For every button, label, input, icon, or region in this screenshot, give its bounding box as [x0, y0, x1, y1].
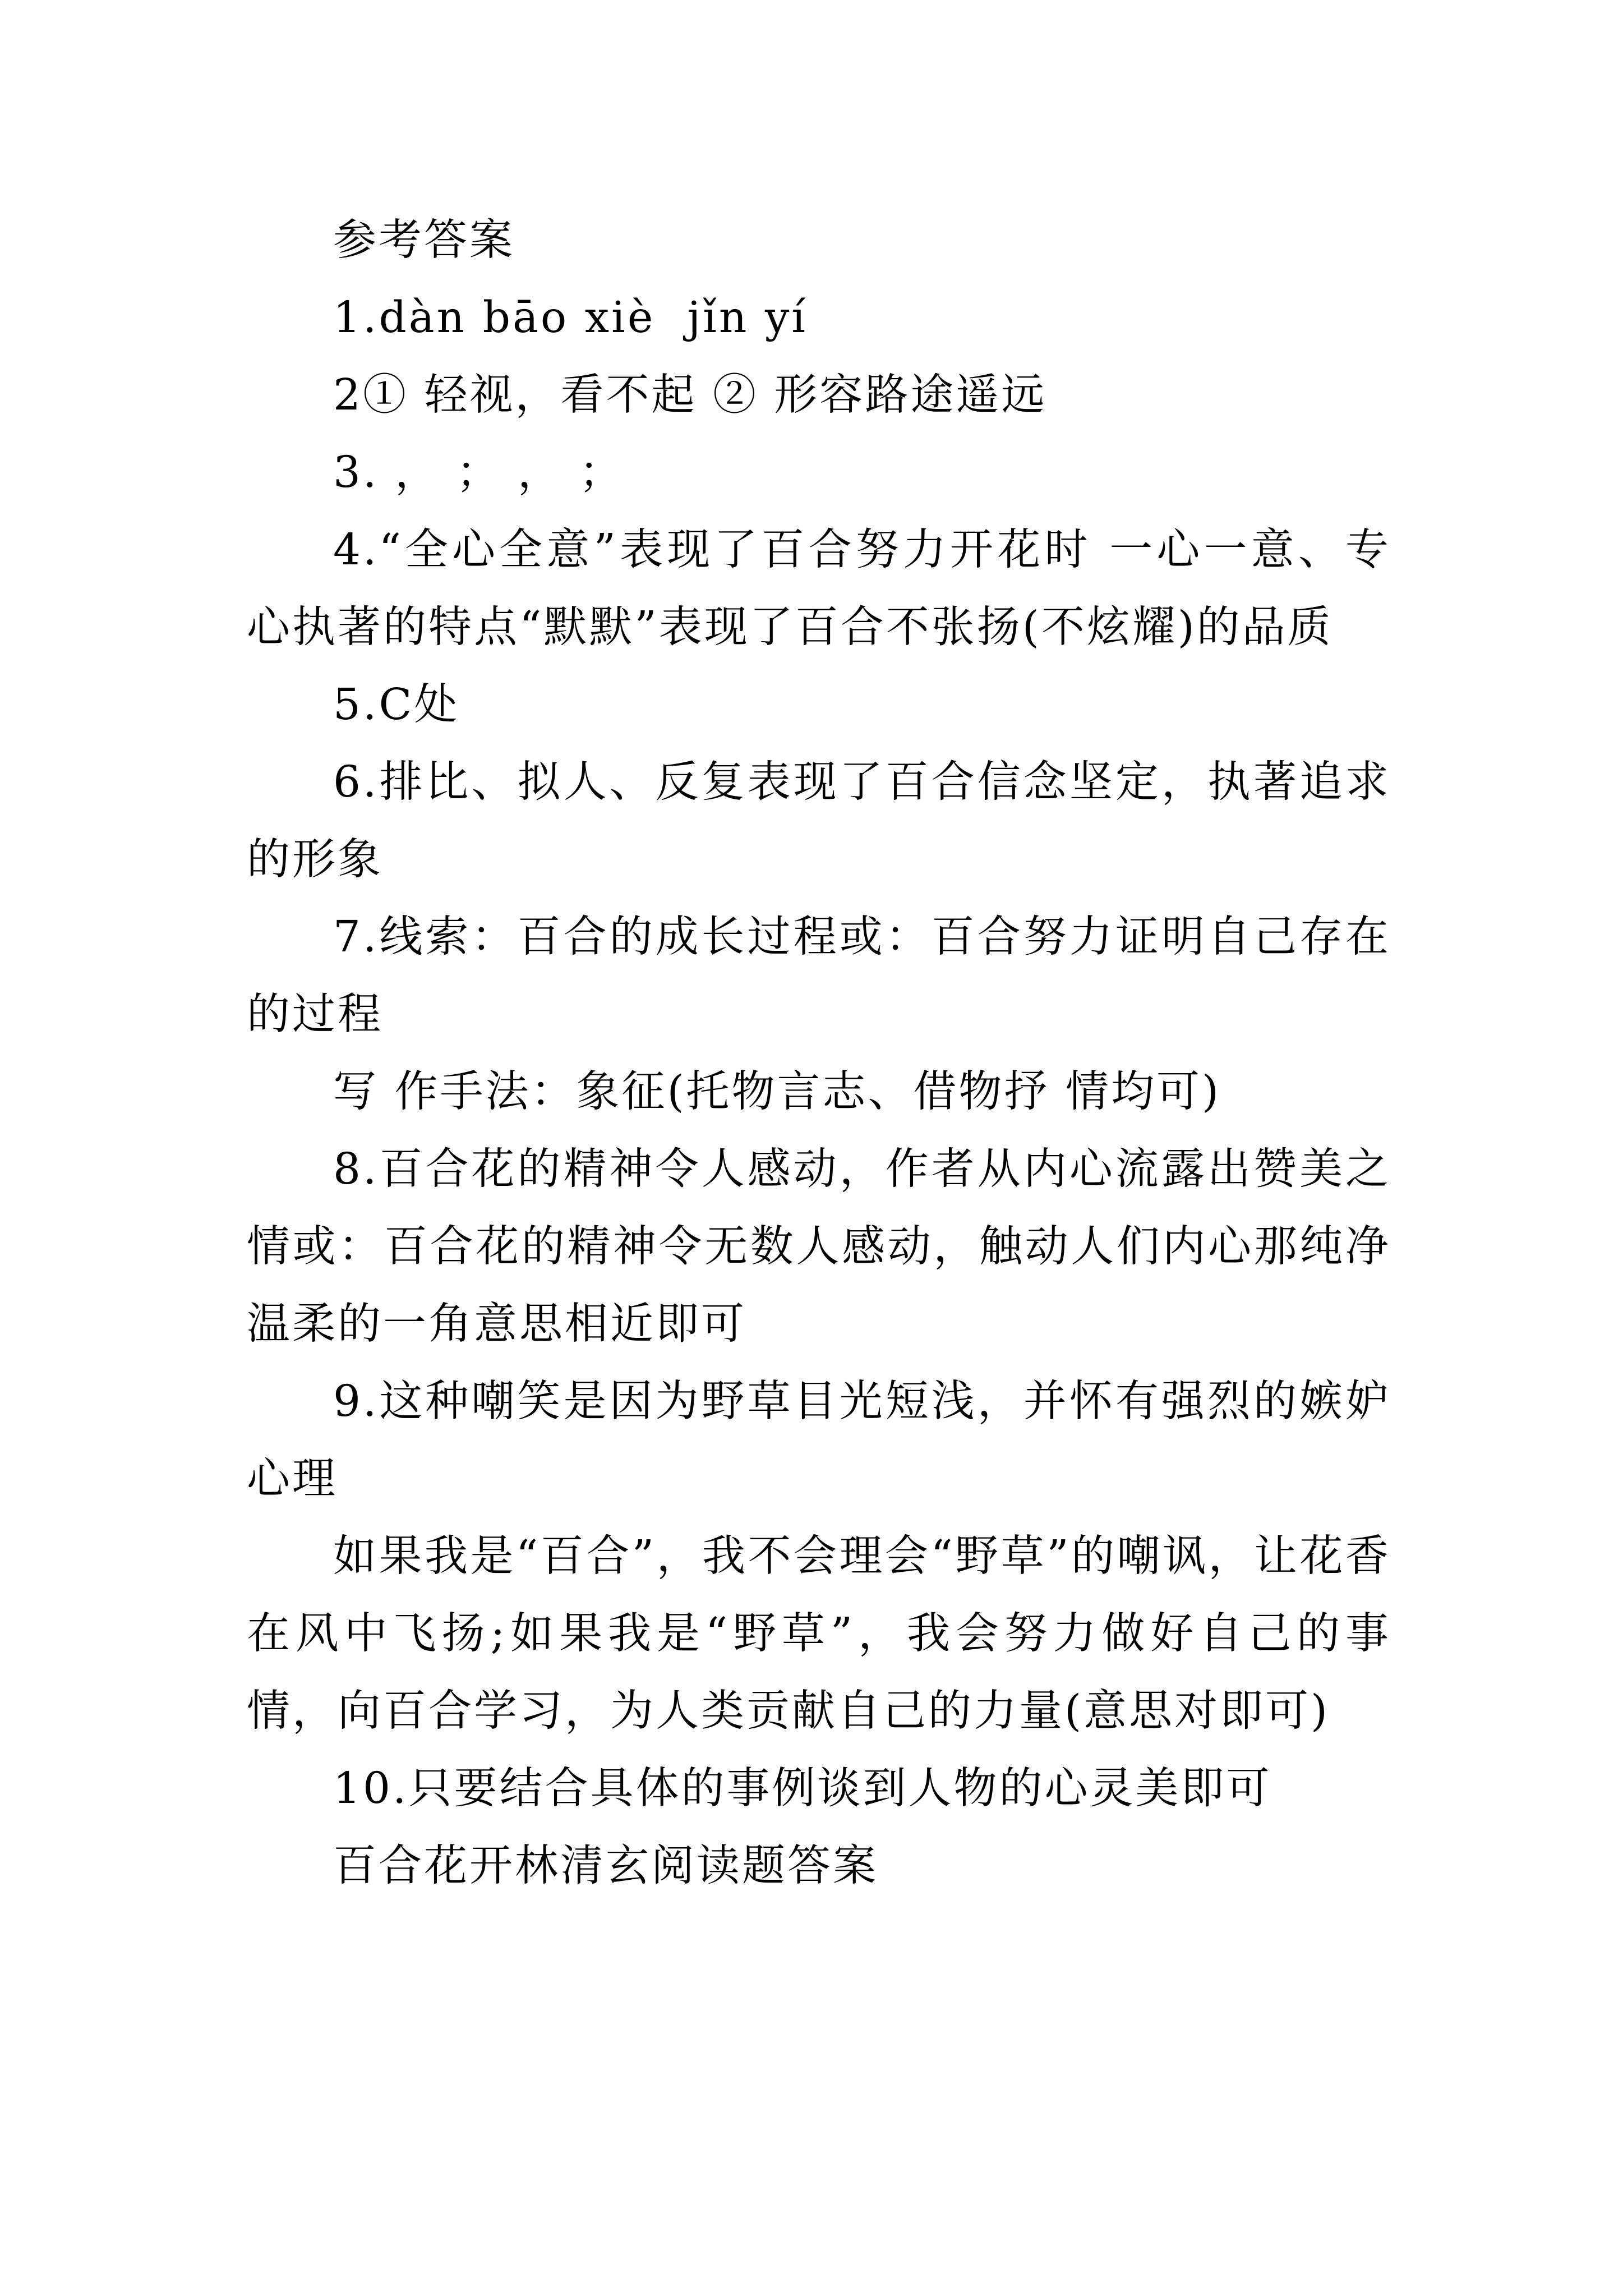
- answer-10: 10.只要结合具体的事例谈到人物的心灵美即可: [333, 1764, 1272, 1814]
- answer-1-pinyin: 1.dàn bāo xiè jǐn yí: [333, 293, 808, 343]
- document-footer-title: 百合花开林清玄阅读题答案: [333, 1841, 878, 1891]
- answer-8: 8.百合花的精神令人感动，作者从内心流露出赞美之情或：百合花的精神令无数人感动，触动人们内心那纯净温柔的一角意思相近即可: [247, 1144, 1391, 1349]
- answer-6: 6.排比、拟人、反复表现了百合信念坚定，执著追求的形象: [247, 757, 1391, 885]
- answer-9-continued: 如果我是“百合”，我不会理会“野草”的嘲讽，让花香在风中飞扬;如果我是“野草”，我会努力做好自己的事情，向百合学习，为人类贡献自己的力量(意思对即可): [247, 1531, 1391, 1736]
- document-body: [247, 202, 1391, 1905]
- answer-heading: 参考答案: [333, 215, 515, 265]
- answer-4: 4.“全心全意”表现了百合努力开花时 一心一意、专心执著的特点“默默”表现了百合不张扬(不炫耀)的品质: [247, 525, 1391, 652]
- answer-3: 3. ， ； ， ；: [333, 448, 625, 498]
- answer-5: 5.C处: [333, 680, 460, 730]
- answer-2: 2① 轻视，看不起 ② 形容路途遥远: [333, 370, 1047, 420]
- answer-7-technique: 写 作手法：象征(托物言志、借物抒 情均可): [333, 1067, 1221, 1117]
- answer-9: 9.这种嘲笑是因为野草目光短浅，并怀有强烈的嫉妒心理: [247, 1377, 1391, 1504]
- answer-7: 7.线索：百合的成长过程或：百合努力证明自己存在的过程: [247, 912, 1391, 1039]
